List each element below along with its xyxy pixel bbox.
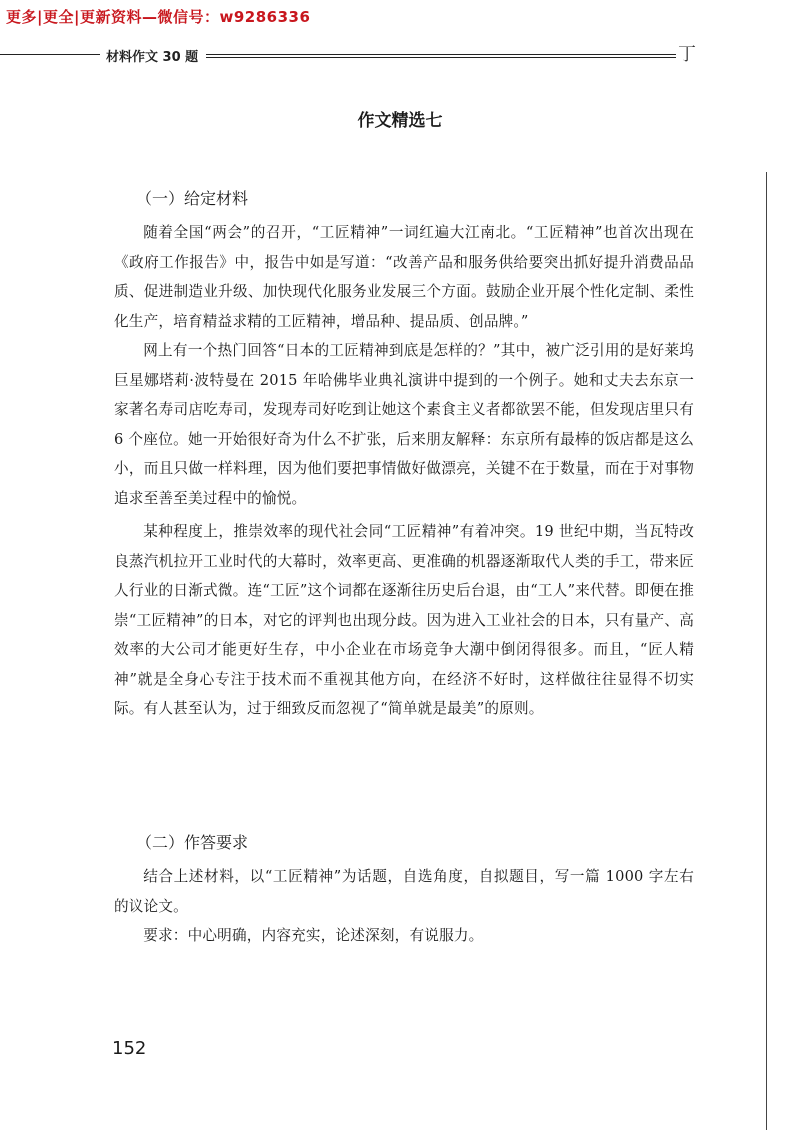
material-body (114, 218, 694, 724)
page-title: 作文精选七 (357, 111, 443, 131)
watermark-banner: 更多|更全|更新资料—微信号：w9286336 (6, 8, 311, 26)
running-header (0, 44, 700, 65)
page-number: 152 (112, 1038, 147, 1059)
material-paragraph-3: 某种程度上，推崇效率的现代社会同“工匠精神”有着冲突。19 世纪中期，当瓦特改良蒸汽机拉开工业时代的大幕时，效率更高、更准确的机器逐渐取代人类的手工，带来匠人行业的日渐式微。连“工匠”这个词都在逐渐往历史后台退，由“工人”来代替。即便在推崇“工匠精神”的日本，对它的评判也出现分歧。因为进入工业社会的日本，只有量产、高效率的大公司才能更好生存，中小企业在市场竞争大潮中倒闭得很多。而且，“匠人精神”就是全身心专注于技术而不重视其他方向，在经济不好时，这样做往往显得不切实际。有人甚至认为，过于细致反而忽视了“简单就是最美”的原则。 (114, 523, 694, 717)
requirement-body (114, 862, 694, 951)
material-heading: （一）给定材料 (136, 189, 249, 208)
header-rule-left (0, 54, 100, 55)
corner-mark: 丁 (678, 44, 696, 65)
requirement-paragraph-2: 要求：中心明确，内容充实，论述深刻，有说服力。 (143, 927, 484, 944)
header-rule-right (206, 54, 676, 55)
header-rule-right-double (206, 57, 676, 58)
running-head-title: 材料作文 30 题 (106, 50, 199, 65)
material-paragraph-2: 网上有一个热门回答“日本的工匠精神到底是怎样的？”其中，被广泛引用的是好莱坞巨星娜塔莉·波特曼在 2015 年哈佛毕业典礼演讲中提到的一个例子。她和丈夫去东京一家著名寿司店吃寿司，发现寿司好吃到让她这个素食主义者都欲罢不能，但发现店里只有 6 个座位。她一开始很好奇为什么不扩张，后来朋友解释：东京所有最棒的饭店都是这么小，而且只做一样料理，因为他们要把事情做好做漂亮，关键不在于数量，而在于对事物追求至善至美过程中的愉悦。 (114, 342, 694, 507)
requirement-paragraph-1: 结合上述材料，以“工匠精神”为话题，自选角度，自拟题目，写一篇 1000 字左右的议论文。 (114, 868, 694, 915)
material-paragraph-1: 随着全国“两会”的召开，“工匠精神”一词红遍大江南北。“工匠精神”也首次出现在《政府工作报告》中，报告中如是写道：“改善产品和服务供给要突出抓好提升消费品品质、促进制造业升级、加快现代化服务业发展三个方面。鼓励企业开展个性化定制、柔性化生产，培育精益求精的工匠精神，增品种、提品质、创品牌。” (114, 224, 694, 330)
page-edge-rule (766, 172, 767, 1130)
requirement-heading: （二）作答要求 (136, 833, 249, 852)
